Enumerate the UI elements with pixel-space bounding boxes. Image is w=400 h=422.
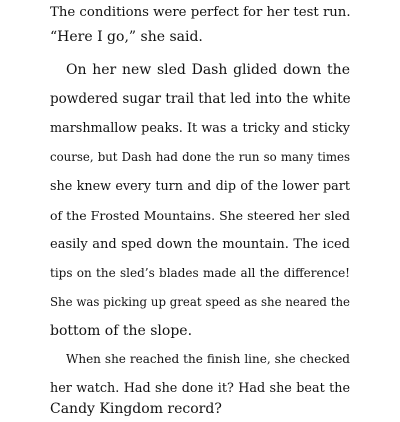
text-line-7: she knew every turn and dip of the lower part bbox=[50, 179, 350, 194]
text-line-15: Candy Kingdom record? bbox=[50, 401, 222, 417]
text-line-5: marshmallow peaks. It was a tricky and sticky bbox=[50, 121, 350, 136]
text-line-8: of the Frosted Mountains. She steered her sled bbox=[50, 208, 350, 223]
text-line-4: powdered sugar trail that led into the white bbox=[50, 91, 351, 107]
text-line-9: easily and sped down the mountain. The iced bbox=[50, 237, 350, 252]
text-line-13: When she reached the finish line, she checked bbox=[66, 352, 350, 366]
text-line-11: She was picking up great speed as she neared the bbox=[50, 295, 350, 309]
text-line-12: bottom of the slope. bbox=[50, 323, 193, 339]
text-line-3: On her new sled Dash glided down the bbox=[66, 62, 350, 78]
text-line-14: her watch. Had she done it? Had she beat the bbox=[50, 381, 350, 396]
text-line-6: course, but Dash had done the run so many times bbox=[50, 150, 350, 164]
text-line-1: The conditions were perfect for her test run. bbox=[50, 5, 351, 20]
text-line-10: tips on the sled’s blades made all the difference! bbox=[50, 266, 350, 280]
text-line-2: “Here I go,” she said. bbox=[50, 29, 203, 45]
